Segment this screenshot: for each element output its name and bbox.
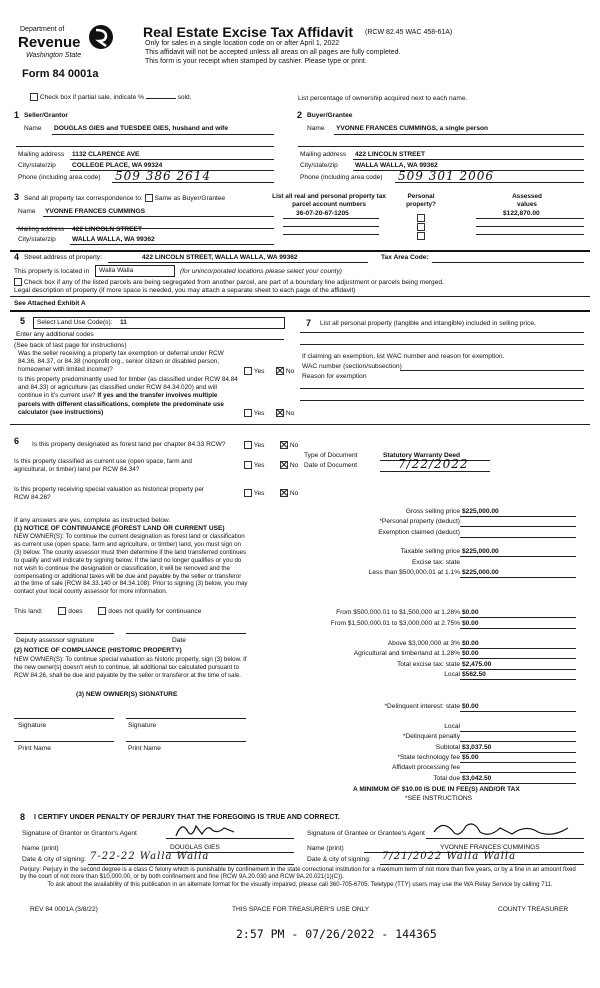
s6-q3-no-checkbox[interactable] [280, 489, 288, 497]
county-treasurer-label: COUNTY TREASURER [498, 906, 569, 913]
grantee-date-label: Date & city of signing: [307, 856, 371, 863]
s6-q1-yes-checkbox[interactable] [244, 441, 252, 449]
notice-2-text: NEW OWNER(S): To continue special valuation as historic property, sign (3) below. If the new owner(s) doesn't wish to continue, all additional tax calculated pursuant to RCW 84.26, shall be due and payable by the seller or transferor at the time of sale. [14, 656, 247, 679]
notice-2-title: (2) NOTICE OF COMPLIANCE (HISTORIC PROPERTY) [14, 647, 182, 654]
s6-q1-no-checkbox[interactable] [280, 441, 288, 449]
rate-1-label: From $500,000.01 to $1,500,000 at 1.28% [336, 609, 460, 616]
this-land-label: This land: [14, 607, 43, 615]
buyer-name[interactable]: YVONNE FRANCES CUMMINGS, a single person [336, 125, 489, 132]
section-2-number: 2 [297, 110, 303, 120]
same-as-buyer-label: Same as Buyer/Grantee [154, 194, 226, 202]
buyer-address-label: Mailing address [300, 151, 347, 158]
dept-logo [18, 24, 118, 64]
grantor-date-city[interactable]: 7-22-22 Walla Walla [90, 851, 210, 862]
if-yes-note: If any answers are yes, complete as instructed below. [14, 517, 171, 524]
wac-number-label: WAC number (section/subsection) [302, 363, 402, 370]
subtotal-value[interactable]: $3,037.50 [462, 744, 492, 751]
buyer-phone[interactable]: 509 301 2006 [398, 169, 494, 183]
local-label: Local [444, 671, 460, 678]
s6-q3-no-label: No [289, 489, 299, 497]
new-owner-print-2: Print Name [128, 745, 161, 752]
subtitle-2: This affidavit will not be accepted unless all areas on all pages are fully completed. [145, 49, 401, 56]
this-land-row [14, 607, 201, 615]
additional-codes-label: Enter any additional codes [16, 331, 94, 338]
gross-label: Gross selling price [405, 508, 460, 515]
buyer-name-label: Name [307, 125, 325, 132]
less-500k-value[interactable]: $225,000.00 [462, 569, 499, 576]
washington-state-text: Washington State [26, 52, 82, 59]
q1-no-checkbox[interactable] [276, 367, 284, 375]
tax-area-code-label: Tax Area Code: [381, 254, 429, 261]
located-in-select[interactable] [95, 265, 175, 277]
grantee-name-label: Name (print) [307, 845, 344, 852]
excise-state-label: Excise tax: state [411, 559, 460, 566]
grantor-signature[interactable] [172, 818, 242, 840]
cashier-stamp: 2:57 PM - 07/26/2022 - 144365 [236, 927, 437, 941]
q2-yes-label: Yes [253, 409, 265, 417]
agricultural-value[interactable]: $0.00 [462, 650, 479, 657]
s6-q1-yes [244, 441, 264, 449]
subtitle-1: Only for sales in a single location code on or after April 1, 2022 [145, 40, 340, 47]
grantor-date-label: Date & city of signing: [22, 856, 86, 863]
s6-q2-yes-checkbox[interactable] [244, 461, 252, 469]
new-owner-signature-1: Signature [18, 722, 47, 729]
exemption-deduct-label: Exemption claimed (deduct) [378, 529, 460, 536]
q2-no-label: No [285, 409, 295, 417]
q2-yes-checkbox[interactable] [244, 409, 252, 417]
s6-q1-no [280, 441, 298, 449]
revision-label: REV 84 0001A (3/8/22) [30, 906, 98, 913]
rate-3-value[interactable]: $0.00 [462, 640, 479, 647]
seller-name[interactable]: DOUGLAS GIES and TUESDEE GIES, husband and wife [54, 125, 229, 132]
q1-yes [244, 367, 264, 375]
section-8-number: 8 [20, 812, 26, 822]
partial-sale-row [30, 93, 192, 101]
s6-q3-yes-label: Yes [253, 489, 265, 497]
deputy-date-label: Date [172, 637, 186, 644]
section-3-name-label: Name [18, 208, 36, 215]
correspondence-label: Send all property tax correspondence to: [24, 194, 143, 202]
total-state-value[interactable]: $2,475.00 [462, 661, 492, 668]
seller-city[interactable]: COLLEGE PLACE, WA 99324 [72, 162, 163, 169]
section-5-number: 5 [20, 316, 26, 326]
q1-yes-checkbox[interactable] [244, 367, 252, 375]
new-owner-print-1: Print Name [18, 745, 51, 752]
local-2-label: Local [444, 723, 460, 730]
rate-3-label: Above $3,000,000 at 3% [387, 640, 460, 647]
tech-fee-value[interactable]: $5.00 [462, 754, 479, 761]
sold-label: sold. [177, 93, 192, 101]
grantee-name[interactable]: YVONNE FRANCES CUMMINGS [440, 844, 540, 851]
grantor-name-label: Name (print) [22, 845, 59, 852]
seller-name-label: Name [24, 125, 42, 132]
assessed-value[interactable]: $122,870.00 [503, 210, 540, 217]
section-3-city[interactable]: WALLA WALLA, WA 99362 [72, 236, 155, 243]
s6-q3-no [280, 489, 298, 497]
parcel-number[interactable]: 36-07-20-67-1205 [296, 210, 349, 217]
section-3-address[interactable]: 422 LINCOLN STREET [72, 226, 142, 233]
seller-city-label: City/state/zip [18, 162, 56, 169]
personal-property-checkbox-3[interactable] [417, 227, 425, 245]
rcw-reference: (RCW 82.45 WAC 458-61A) [365, 29, 453, 36]
less-500k-label: Less than $500,000.01 at 1.1% [368, 569, 460, 576]
affidavit-fee-label: Affidavit processing fee [391, 764, 460, 771]
section-6-q2: Is this property classified as current use (open space, farm and agricultural, or timber) land per RCW 84.34? [14, 458, 192, 474]
section-1-number: 1 [14, 110, 20, 120]
buyer-phone-label: Phone (including area code) [300, 174, 383, 181]
q1-no-label: No [285, 367, 295, 375]
located-in-label: This property is located in [14, 268, 90, 275]
section-6-q3: Is this property receiving special valuation as historical property per RCW 84.26? [14, 486, 205, 502]
notice-3-title: (3) NEW OWNER(S) SIGNATURE [76, 691, 178, 698]
buyer-city[interactable]: WALLA WALLA, WA 99362 [355, 162, 438, 169]
section-3-address-label: Mailing address [18, 226, 65, 233]
total-due-value[interactable]: $3,042.50 [462, 775, 492, 782]
s6-q2-no-checkbox[interactable] [280, 461, 288, 469]
agricultural-label: Agricultural and timberland at 1.28% [353, 650, 460, 657]
q2-no [276, 409, 294, 417]
total-due-label: Total due [433, 775, 460, 782]
segregated-checkbox[interactable] [14, 278, 22, 286]
land-use-code: 11 [120, 319, 127, 326]
does-checkbox[interactable] [58, 607, 66, 615]
doc-type[interactable]: Statutory Warranty Deed [383, 452, 461, 459]
tech-fee-label: *State technology fee [397, 754, 460, 761]
segregated-row [14, 278, 444, 286]
delinquent-state-value[interactable]: $0.00 [462, 703, 479, 710]
section-5-question-2 [18, 376, 240, 417]
s6-q3-yes-checkbox[interactable] [244, 489, 252, 497]
local-value[interactable]: $562.50 [462, 671, 486, 678]
located-in-value: Walla Walla [99, 267, 134, 274]
dept-of-text: Department of [20, 26, 65, 33]
exemption-label: If claiming an exemption, list WAC number and reason for exemption. [302, 353, 505, 360]
section-4-number: 4 [14, 252, 20, 262]
q2-bold-text: If yes and the transfer involves multiple parcels with different classifications, complete the predominate use calculator (see instructions) [18, 392, 224, 416]
see-instructions-note: *SEE INSTRUCTIONS [405, 795, 473, 802]
rate-2-value[interactable]: $0.00 [462, 620, 479, 627]
see-back-note: (See back of last page for instructions) [14, 342, 127, 349]
subtitle-3: This form is your receipt when stamped by cashier. Please type or print. [145, 58, 367, 65]
section-5-question-1: Was the seller receiving a property tax exemption or deferral under RCW 84.36, 84.37, or 84.38 (nonprofit org., senior citizen or disabled person, homeowner with limited income)? [18, 350, 224, 374]
delinquent-state-label: *Delinquent interest: state [384, 703, 460, 710]
seller-heading: Seller/Grantor [24, 112, 68, 119]
partial-percent-field[interactable] [146, 98, 176, 99]
form-number: Form 84 0001a [22, 68, 99, 80]
subtotal-label: Subtotal [435, 744, 460, 751]
notice-1-text: NEW OWNER(S): To continue the current designation as forest land or classification as current use (open space, farm and agriculture, or timber) land, you must sign on (3) below. The county assessor must then determine if the land transferred continues to qualify and will indicate by signing below. If the land no longer qualifies or you do not wish to continue the designation or classification, it will be removed and the compensating or additional taxes will be due and payable by the seller or transferor at the time of sale (RCW 84.33.140 or 84.34.108). Prior to signing (3) below, you may contact your local county assessor for more information. [14, 533, 248, 596]
revenue-logo-icon [88, 24, 114, 50]
buyer-city-label: City/state/zip [300, 162, 338, 169]
does-not-checkbox[interactable] [98, 607, 106, 615]
delinquent-penalty-label: *Delinquent penalty [402, 733, 460, 740]
grantor-signature-label: Signature of Grantor or Grantor's Agent [22, 830, 137, 837]
partial-sale-label: Check box if partial sale, indicate % [39, 93, 144, 101]
page-title: Real Estate Excise Tax Affidavit [143, 24, 354, 40]
ownership-note: List percentage of ownership acquired next to each name. [298, 95, 468, 102]
section-3-city-label: City/state/zip [18, 236, 56, 243]
seller-address[interactable]: 1132 CLARENCE AVE [72, 151, 140, 158]
land-use-select[interactable] [33, 317, 285, 329]
seller-address-label: Mailing address [18, 151, 65, 158]
section-8-heading: I CERTIFY UNDER PENALTY OF PERJURY THAT THE FOREGOING IS TRUE AND CORRECT. [34, 814, 340, 821]
perjury-note [20, 866, 580, 881]
s6-q2-yes-label: Yes [253, 461, 265, 469]
personal-property-heading: Personal property? [406, 193, 436, 209]
does-label: does [68, 607, 83, 615]
taxable-value[interactable]: $225,000.00 [462, 548, 499, 555]
street-address-label: Street address of property: [24, 254, 103, 261]
segregated-note: Check box if any of the listed parcels are being segregated from another parcel, are part of a boundary line adjustment or parcels being merged. [23, 278, 444, 286]
q1-no [276, 367, 294, 375]
grantee-signature-label: Signature of Grantee or Grantee's Agent [307, 830, 425, 837]
revenue-text: Revenue [18, 34, 81, 51]
section-3-name[interactable]: YVONNE FRANCES CUMMINGS [45, 208, 146, 215]
q2-text: Is this property predominantly used for timber (as classified under RCW 84.84 and 84.33) or agriculture (as classified under RCW 84.34.020) and will continue in it's current use? [18, 376, 238, 400]
q1-yes-label: Yes [253, 367, 265, 375]
section-7-heading: List all personal property (tangible and intangible) included in selling price. [320, 320, 536, 327]
q2-no-checkbox[interactable] [276, 409, 284, 417]
seller-phone-label: Phone (including area code) [18, 174, 101, 181]
street-address[interactable]: 422 LINCOLN STREET, WALLA WALLA, WA 99362 [142, 254, 298, 261]
parcel-heading: List all real and personal property tax parcel account numbers [272, 193, 386, 209]
doc-date-label: Date of Document [304, 462, 358, 469]
reason-label: Reason for exemption [302, 373, 367, 380]
perjury-text: Perjury: Perjury in the second degree is a class C felony which is punishable by confinement in the state correctional institution for a maximum term of not more than five years, or by a fine in an amount fixed by the court of not more than $10,000.00, or by both confinement and fine (RCW 9A.20.030 and RCW 9A.20.021(1)(C)). [20, 866, 576, 881]
q2-yes [244, 409, 264, 417]
seller-phone[interactable]: 509 386 2614 [115, 169, 211, 183]
section-6-q1: Is this property designated as forest land per chapter 84.33 RCW? [32, 441, 226, 448]
minimum-fee-note: A MINIMUM OF $10.00 IS DUE IN FEE(S) AND/OR TAX [353, 786, 520, 793]
does-not-label: does not qualify for continuance [108, 607, 202, 615]
section-3-heading [24, 194, 225, 202]
s6-q2-no [280, 461, 298, 469]
s6-q3-yes [244, 489, 264, 497]
s6-q1-yes-label: Yes [253, 441, 265, 449]
located-in-note: (for unincorporated locations please select your county) [180, 268, 343, 275]
buyer-address[interactable]: 422 LINCOLN STREET [355, 151, 425, 158]
section-6-number: 6 [14, 436, 20, 446]
legal-description-label: Legal description of property (if more space is needed, you may attach a separate sheet to each page of the affidavit) [14, 287, 356, 294]
grantee-date-city[interactable]: 7/21/2022 Walla Walla [382, 851, 517, 862]
total-state-label: Total excise tax: state [396, 661, 460, 668]
doc-type-label: Type of Document [304, 452, 358, 459]
accessibility-note: To ask about the availability of this publication in an alternate format for the visually impaired, please call 360-705-6705. Teletype (TTY) users may use the WA Relay Service by calling 711. [47, 881, 553, 888]
new-owner-signature-2: Signature [128, 722, 157, 729]
gross-value[interactable]: $225,000.00 [462, 508, 499, 515]
deputy-signature-label: Deputy assessor signature [16, 637, 95, 644]
notice-1-title: (1) NOTICE OF CONTINUANCE (FOREST LAND OR CURRENT USE) [14, 525, 225, 532]
personal-deduct-label: *Personal property (deduct) [379, 518, 460, 525]
rate-1-value[interactable]: $0.00 [462, 609, 479, 616]
taxable-label: Taxable selling price [400, 548, 460, 555]
s6-q1-no-label: No [289, 441, 299, 449]
treasurer-space-label: THIS SPACE FOR TREASURER'S USE ONLY [232, 906, 370, 913]
land-use-label: Select Land Use Code(s): [37, 319, 113, 326]
assessed-values-heading: Assessed values [512, 193, 542, 209]
rate-2-label: From $1,500,000.01 to $3,000,000 at 2.75% [330, 620, 460, 627]
section-7-number: 7 [306, 318, 312, 328]
s6-q2-yes [244, 461, 264, 469]
section-3-number: 3 [14, 192, 20, 202]
same-as-buyer-checkbox[interactable] [145, 194, 153, 202]
legal-description[interactable]: See Attached Exhibit A [14, 300, 86, 307]
partial-sale-checkbox[interactable] [30, 93, 38, 101]
buyer-heading: Buyer/Grantee [307, 112, 353, 119]
s6-q2-no-label: No [289, 461, 299, 469]
doc-date[interactable]: 7/22/2022 [398, 457, 469, 471]
grantor-name[interactable]: DOUGLAS GIES [170, 844, 220, 851]
